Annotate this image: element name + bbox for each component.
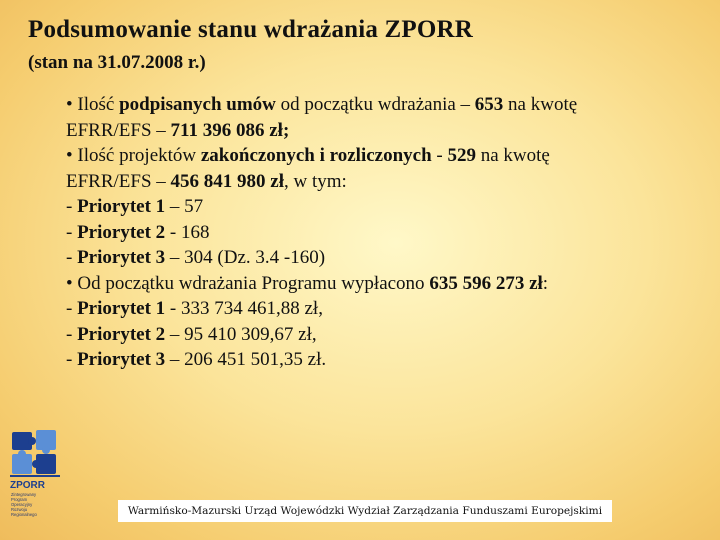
priority-payment-row: - Priorytet 2 – 95 410 309,67 zł, <box>66 323 317 345</box>
priority-count-row: - Priorytet 2 - 168 <box>66 221 210 243</box>
zporr-logo <box>8 426 64 530</box>
priority-count-row: - Priorytet 1 – 57 <box>66 196 204 217</box>
point-signed-contracts: • Ilość podpisanych umów od początku wdrażania – 653 na kwotę <box>66 94 578 115</box>
page-subtitle: (stan na 31.07.2008 r.) <box>28 52 206 73</box>
priority-payment-row: - Priorytet 1 - 333 734 461,88 zł, <box>66 298 323 319</box>
puzzle-logo-icon <box>8 426 62 478</box>
logo-subtitle: Zintegrowany Program Operacyjny Rozwoju Regionalnego <box>11 492 37 517</box>
footer-institution: Warmińsko-Mazurski Urząd Wojewódzki Wydział Zarządzania Funduszami Europejskimi <box>118 500 612 522</box>
point-payments: • Od początku wdrażania Programu wypłacono 635 596 273 zł: <box>66 272 549 294</box>
point-signed-contracts-amount: EFRR/EFS – 711 396 086 zł; <box>66 119 290 141</box>
priority-count-row: - Priorytet 3 – 304 (Dz. 3.4 -160) <box>66 247 326 268</box>
logo-name: ZPORR <box>10 480 45 491</box>
point-completed-projects: • Ilość projektów zakończonych i rozliczonych - 529 na kwotę <box>66 145 550 166</box>
page-title: Podsumowanie stanu wdrażania ZPORR <box>28 16 474 43</box>
point-completed-projects-amount: EFRR/EFS – 456 841 980 zł, w tym: <box>66 170 347 192</box>
priority-payment-row: - Priorytet 3 – 206 451 501,35 zł. <box>66 349 327 370</box>
summary-content <box>66 92 688 373</box>
